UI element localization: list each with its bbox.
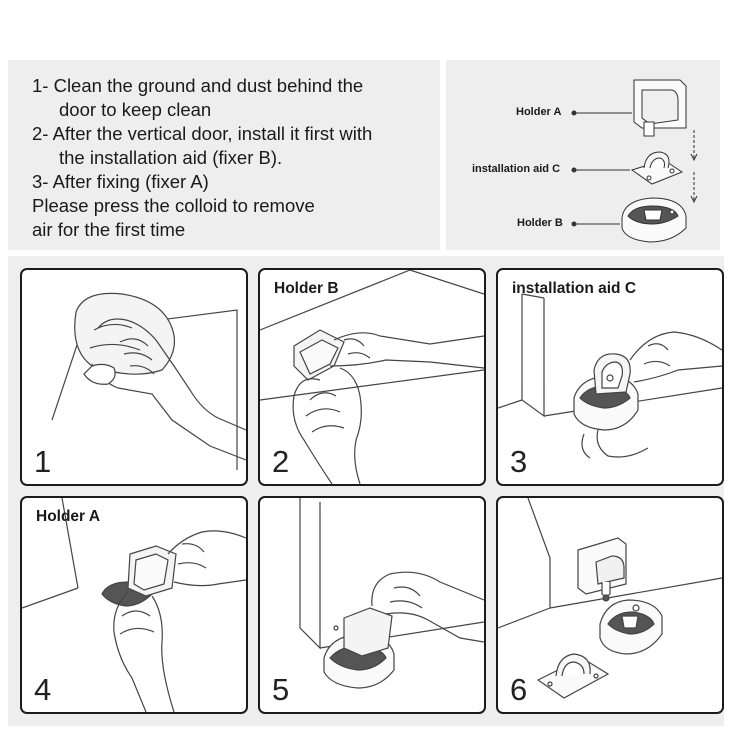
holder-b-hands-illustration (260, 270, 484, 484)
holder-a-label: Holder A (516, 106, 562, 118)
cleaning-hand-illustration (22, 270, 246, 484)
step-title-4: Holder A (36, 508, 101, 525)
step-number-2: 2 (272, 444, 290, 479)
step-panel-3 (496, 268, 724, 486)
step-title-2: Holder B (274, 280, 339, 297)
step-panel-5 (258, 496, 486, 714)
instructions-text (32, 74, 442, 242)
step-number-4: 4 (34, 672, 52, 707)
holder-b-label: Holder B (517, 217, 563, 229)
instruction-line-3: 2- After the vertical door, install it first with (32, 123, 373, 144)
instruction-line-5: 3- After fixing (fixer A) (32, 171, 209, 192)
parts-exploded-diagram (446, 60, 720, 250)
holder-a-hands-illustration (22, 498, 246, 712)
instruction-line-1: 1- Clean the ground and dust behind the (32, 75, 364, 96)
step-number-1: 1 (34, 444, 52, 479)
instruction-line-7: air for the first time (32, 219, 186, 240)
instruction-line-6: Please press the colloid to remove (32, 195, 315, 216)
step-panel-2 (258, 268, 486, 486)
instruction-line-2: door to keep clean (59, 99, 212, 120)
step-number-3: 3 (510, 444, 528, 479)
installation-aid-c-label: installation aid C (472, 163, 561, 175)
installed-parts-illustration (498, 498, 722, 712)
step-title-3: installation aid C (512, 280, 637, 297)
step-number-6: 6 (510, 672, 528, 707)
step-number-5: 5 (272, 672, 290, 707)
press-holder-illustration (260, 498, 484, 712)
instruction-line-4: the installation aid (fixer B). (59, 147, 283, 168)
step-panel-4 (20, 496, 248, 714)
installation-aid-illustration (498, 270, 722, 484)
step-panel-6 (496, 496, 724, 714)
step-panel-1 (20, 268, 248, 486)
